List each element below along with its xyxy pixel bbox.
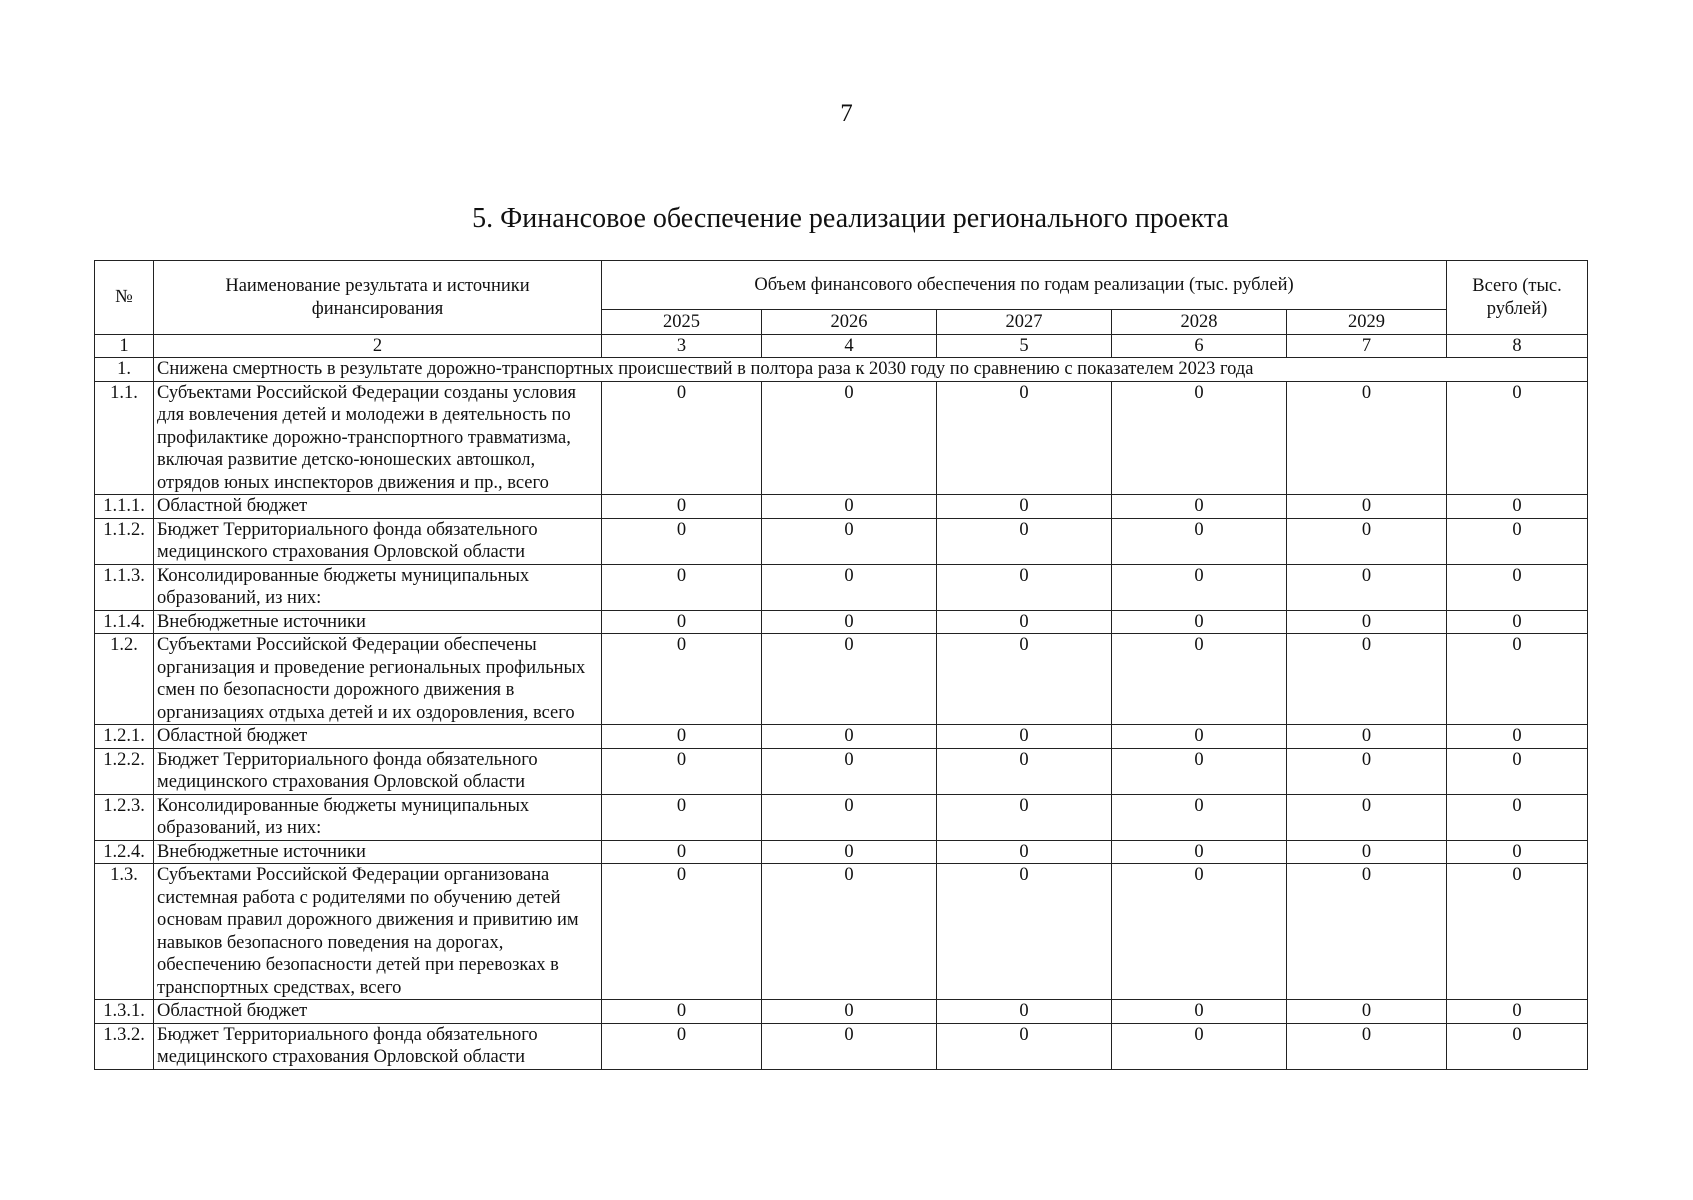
row-index: 1.2.3. [95,794,154,840]
row-year-value: 0 [937,518,1112,564]
header-year: 2028 [1112,310,1287,335]
table-row [95,518,1588,564]
row-year-value: 0 [937,634,1112,725]
row-year-value: 0 [602,381,762,495]
row-name: Бюджет Территориального фонда обязательного медицинского страхования Орловской области [154,518,602,564]
row-year-value: 0 [1112,748,1287,794]
row-year-value: 0 [1112,564,1287,610]
row-total-value: 0 [1447,840,1588,864]
goal-row [95,358,1588,382]
header-volume: Объем финансового обеспечения по годам реализации (тыс. рублей) [602,261,1447,310]
row-total-value: 0 [1447,610,1588,634]
row-total-value: 0 [1447,381,1588,495]
row-year-value: 0 [1287,1023,1447,1069]
row-year-value: 0 [602,1000,762,1024]
row-index: 1.1. [95,381,154,495]
row-total-value: 0 [1447,864,1588,1000]
row-year-value: 0 [762,725,937,749]
row-year-value: 0 [1287,381,1447,495]
row-total-value: 0 [1447,748,1588,794]
row-year-value: 0 [1287,840,1447,864]
column-number: 4 [762,335,937,358]
table-row [95,495,1588,519]
row-name: Областной бюджет [154,725,602,749]
row-year-value: 0 [762,634,937,725]
row-total-value: 0 [1447,1023,1588,1069]
row-index: 1.1.2. [95,518,154,564]
table-row [95,794,1588,840]
row-total-value: 0 [1447,794,1588,840]
row-year-value: 0 [602,495,762,519]
row-name: Внебюджетные источники [154,840,602,864]
row-year-value: 0 [937,1023,1112,1069]
row-year-value: 0 [1287,725,1447,749]
row-year-value: 0 [1112,495,1287,519]
header-total: Всего (тыс. рублей) [1447,261,1588,335]
row-year-value: 0 [1287,1000,1447,1024]
row-year-value: 0 [602,564,762,610]
row-index: 1.3.2. [95,1023,154,1069]
table-row [95,1023,1588,1069]
row-name: Внебюджетные источники [154,610,602,634]
row-year-value: 0 [1112,610,1287,634]
row-year-value: 0 [762,495,937,519]
row-year-value: 0 [937,564,1112,610]
row-name: Консолидированные бюджеты муниципальных образований, из них: [154,794,602,840]
financing-table [94,260,1588,1070]
table-row [95,1000,1588,1024]
row-year-value: 0 [937,725,1112,749]
goal-text: Снижена смертность в результате дорожно-транспортных происшествий в полтора раза к 2030 году по сравнению с показателем 2023 года [154,358,1588,382]
page-number: 7 [840,100,853,127]
row-year-value: 0 [602,725,762,749]
row-year-value: 0 [762,840,937,864]
table-row [95,748,1588,794]
row-year-value: 0 [602,864,762,1000]
row-year-value: 0 [1112,1000,1287,1024]
row-year-value: 0 [762,564,937,610]
column-number-row [95,335,1588,358]
row-year-value: 0 [602,794,762,840]
row-year-value: 0 [1287,864,1447,1000]
row-year-value: 0 [1112,725,1287,749]
row-name: Субъектами Российской Федерации организована системная работа с родителями по обучению детей основам правил дорожного движения и привитию им навыков безопасного поведения на дорогах, обеспечению безопасности детей при перевозках в транспортных средствах, всего [154,864,602,1000]
section-title: 5. Финансовое обеспечение реализации регионального проекта [472,203,1229,234]
row-total-value: 0 [1447,1000,1588,1024]
row-year-value: 0 [1287,518,1447,564]
table-row [95,634,1588,725]
header-year: 2025 [602,310,762,335]
column-number: 1 [95,335,154,358]
header-year: 2029 [1287,310,1447,335]
row-year-value: 0 [1112,794,1287,840]
table-row [95,864,1588,1000]
row-year-value: 0 [1112,840,1287,864]
row-year-value: 0 [762,748,937,794]
row-year-value: 0 [937,840,1112,864]
row-name: Субъектами Российской Федерации созданы условия для вовлечения детей и молодежи в деятельность по профилактике дорожно-транспортного травматизма, включая развитие детско-юношеских автошкол, отрядов юных инспекторов движения и пр., всего [154,381,602,495]
header-year: 2026 [762,310,937,335]
row-name: Бюджет Территориального фонда обязательного медицинского страхования Орловской области [154,1023,602,1069]
row-year-value: 0 [602,634,762,725]
row-total-value: 0 [1447,495,1588,519]
row-year-value: 0 [937,1000,1112,1024]
row-year-value: 0 [937,794,1112,840]
row-index: 1.1.3. [95,564,154,610]
row-index: 1.1.4. [95,610,154,634]
row-year-value: 0 [1287,794,1447,840]
row-name: Областной бюджет [154,495,602,519]
row-year-value: 0 [762,381,937,495]
row-year-value: 0 [602,610,762,634]
header-name: Наименование результата и источники финансирования [154,261,602,335]
header-year: 2027 [937,310,1112,335]
row-name: Консолидированные бюджеты муниципальных образований, из них: [154,564,602,610]
row-total-value: 0 [1447,518,1588,564]
row-year-value: 0 [1287,610,1447,634]
row-index: 1.2. [95,634,154,725]
row-index: 1.1.1. [95,495,154,519]
row-name: Бюджет Территориального фонда обязательного медицинского страхования Орловской области [154,748,602,794]
row-year-value: 0 [1287,495,1447,519]
row-year-value: 0 [602,518,762,564]
table-row [95,725,1588,749]
column-number: 3 [602,335,762,358]
row-name: Областной бюджет [154,1000,602,1024]
row-year-value: 0 [762,610,937,634]
table-row [95,610,1588,634]
header-num: № [95,261,154,335]
row-year-value: 0 [762,1000,937,1024]
row-year-value: 0 [762,518,937,564]
row-total-value: 0 [1447,634,1588,725]
row-year-value: 0 [1112,518,1287,564]
row-index: 1.2.1. [95,725,154,749]
row-year-value: 0 [602,1023,762,1069]
row-year-value: 0 [762,794,937,840]
column-number: 2 [154,335,602,358]
column-number: 5 [937,335,1112,358]
row-total-value: 0 [1447,564,1588,610]
row-year-value: 0 [602,840,762,864]
row-year-value: 0 [937,381,1112,495]
row-year-value: 0 [762,864,937,1000]
table-row [95,381,1588,495]
row-index: 1.3. [95,864,154,1000]
row-year-value: 0 [937,495,1112,519]
row-index: 1.3.1. [95,1000,154,1024]
column-number: 7 [1287,335,1447,358]
row-year-value: 0 [1112,1023,1287,1069]
row-name: Субъектами Российской Федерации обеспечены организация и проведение региональных профильных смен по безопасности дорожного движения в организациях отдыха детей и их оздоровления, всего [154,634,602,725]
row-year-value: 0 [1112,381,1287,495]
row-year-value: 0 [937,610,1112,634]
table-row [95,840,1588,864]
column-number: 6 [1112,335,1287,358]
row-year-value: 0 [1112,864,1287,1000]
row-year-value: 0 [1112,634,1287,725]
row-year-value: 0 [937,864,1112,1000]
row-year-value: 0 [1287,634,1447,725]
row-year-value: 0 [1287,564,1447,610]
row-year-value: 0 [602,748,762,794]
row-index: 1.2.2. [95,748,154,794]
table-row [95,564,1588,610]
column-number: 8 [1447,335,1588,358]
row-year-value: 0 [937,748,1112,794]
row-year-value: 0 [762,1023,937,1069]
row-total-value: 0 [1447,725,1588,749]
row-year-value: 0 [1287,748,1447,794]
row-index: 1.2.4. [95,840,154,864]
goal-index: 1. [95,358,154,382]
